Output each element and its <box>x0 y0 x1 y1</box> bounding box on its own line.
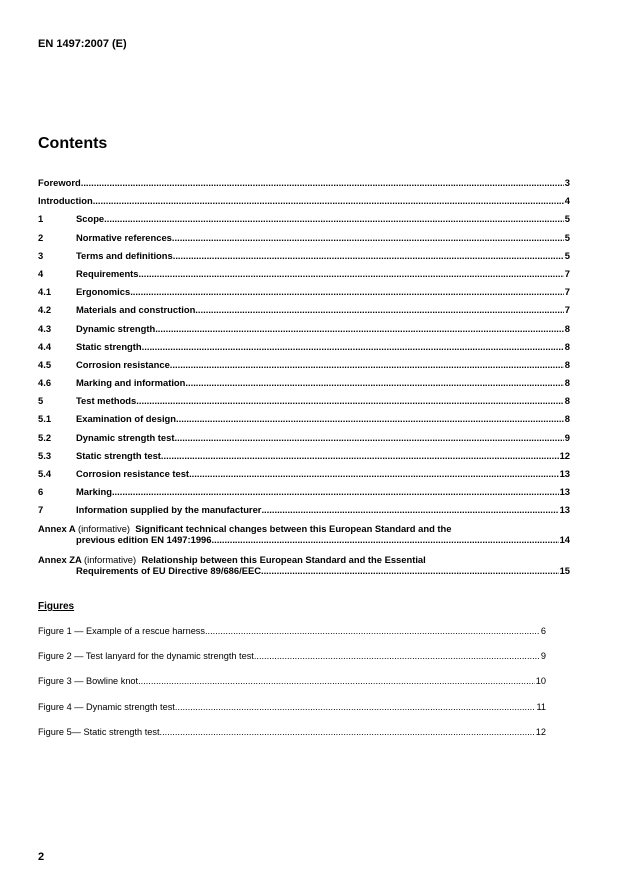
figure-label: Figure 4 — Dynamic strength test <box>38 701 175 712</box>
toc-page: 7 <box>564 304 570 316</box>
figure-page: 6 <box>540 626 546 636</box>
toc-entry-introduction[interactable] <box>38 193 570 211</box>
toc-page: 13 <box>559 468 570 479</box>
dot-leader <box>261 504 558 515</box>
toc-label: Test methods <box>76 395 137 407</box>
toc-label: Terms and definitions <box>76 249 173 261</box>
dot-leader <box>205 626 540 636</box>
dot-leader <box>104 213 564 224</box>
dot-leader <box>185 377 563 388</box>
dot-leader <box>155 323 564 334</box>
dot-leader <box>211 534 558 545</box>
annex-title-line2: previous edition EN 1497:1996 <box>76 533 212 545</box>
dot-leader <box>254 651 540 661</box>
dot-leader <box>81 177 564 188</box>
annex-title-line1: Relationship between this European Standard and the Essential <box>141 553 426 565</box>
annex-title-line2: Requirements of EU Directive 89/686/EEC <box>76 564 261 576</box>
toc-number: 4.6 <box>38 377 52 389</box>
document-id-header: EN 1497:2007 (E) <box>38 38 127 50</box>
toc-page: 9 <box>564 431 570 443</box>
figure-label: Figure 5— Static strength test <box>38 726 160 737</box>
toc-label: Static strength <box>76 340 142 352</box>
annex-type: (informative) <box>84 553 137 565</box>
toc-entry-dynamic-strength[interactable] <box>38 321 570 339</box>
dot-leader <box>136 395 564 406</box>
figure-entry-2[interactable] <box>38 650 546 675</box>
page-title: Contents <box>38 135 108 152</box>
toc-entry-ergonomics[interactable] <box>38 284 570 302</box>
toc-label: Ergonomics <box>76 286 131 298</box>
dot-leader <box>172 232 564 243</box>
toc-label: Marking <box>76 486 112 498</box>
figures-heading: Figures <box>38 601 75 612</box>
toc-label: Foreword <box>38 177 81 188</box>
toc-page: 7 <box>564 286 570 298</box>
annex-id: Annex A <box>38 522 76 534</box>
toc-label: Corrosion resistance <box>76 358 170 370</box>
toc-page: 4 <box>564 195 570 207</box>
toc-number: 4.4 <box>38 340 52 352</box>
annex-title-line1: Significant technical changes between this European Standard and the <box>135 522 452 534</box>
toc-page: 8 <box>564 340 570 352</box>
toc-label: Dynamic strength <box>76 322 156 334</box>
toc-number: 4.1 <box>38 286 52 298</box>
figure-entry-5[interactable] <box>38 726 546 751</box>
figure-entry-1[interactable] <box>38 625 546 650</box>
toc-page: 15 <box>559 564 570 576</box>
annex-id: Annex ZA <box>38 553 82 565</box>
dot-leader <box>189 468 559 479</box>
figure-label: Figure 2 — Test lanyard for the dynamic strength test <box>38 651 254 662</box>
toc-entry-static-strength[interactable] <box>38 339 570 357</box>
toc-label: Marking and information <box>76 377 186 389</box>
toc-number: 5.1 <box>38 413 52 425</box>
toc-label: Information supplied by the manufacturer <box>76 504 262 516</box>
toc-entry-corrosion-resistance-test[interactable] <box>38 466 570 484</box>
toc-number: 4 <box>38 267 44 279</box>
toc-number: 5.3 <box>38 449 52 461</box>
figure-label: Figure 3 — Bowline knot <box>38 676 139 687</box>
toc-number: 4.3 <box>38 322 52 334</box>
toc-number: 5.4 <box>38 468 52 479</box>
toc-label: Scope <box>76 213 105 225</box>
page-number: 2 <box>38 851 45 863</box>
toc-page: 7 <box>564 267 570 279</box>
toc-entry-requirements[interactable] <box>38 266 570 284</box>
figure-page: 11 <box>536 701 546 712</box>
toc-label: Normative references <box>76 231 172 243</box>
toc-entry-corrosion-resistance[interactable] <box>38 357 570 375</box>
toc-entry-annex-a[interactable] <box>38 521 570 552</box>
figure-page: 10 <box>535 676 546 687</box>
toc-entry-scope[interactable] <box>38 211 570 229</box>
toc-entry-static-strength-test[interactable] <box>38 448 570 466</box>
toc-number: 3 <box>38 249 44 261</box>
figure-entry-3[interactable] <box>38 675 546 700</box>
figure-entry-4[interactable] <box>38 701 546 726</box>
dot-leader <box>112 486 559 497</box>
dot-leader <box>160 727 535 737</box>
toc-entry-dynamic-strength-test[interactable] <box>38 430 570 448</box>
toc-label: Materials and construction <box>76 304 196 316</box>
toc-number: 4.5 <box>38 358 52 370</box>
dot-leader <box>130 286 564 297</box>
toc-entry-annex-za[interactable] <box>38 552 570 583</box>
dot-leader <box>142 341 564 352</box>
toc-number: 7 <box>38 504 44 516</box>
toc-entry-manufacturer-information[interactable] <box>38 502 570 520</box>
annex-type: (informative) <box>77 522 131 534</box>
dot-leader <box>261 565 559 576</box>
dot-leader <box>139 268 564 279</box>
toc-entry-materials[interactable] <box>38 302 570 320</box>
toc-number: 4.2 <box>38 304 52 316</box>
dot-leader <box>195 304 563 315</box>
toc-number: 2 <box>38 231 44 243</box>
toc-entry-test-methods[interactable] <box>38 393 570 411</box>
figure-page: 9 <box>540 651 546 662</box>
toc-page: 3 <box>564 177 570 188</box>
toc-number: 6 <box>38 486 44 498</box>
toc-label: Static strength test <box>76 449 161 461</box>
dot-leader <box>161 450 559 461</box>
list-of-figures <box>38 625 546 751</box>
dot-leader <box>175 702 536 712</box>
toc-entry-foreword[interactable] <box>38 175 570 193</box>
toc-page: 8 <box>564 413 570 425</box>
toc-number: 5 <box>38 395 44 407</box>
dot-leader <box>93 195 564 206</box>
toc-label: Examination of design <box>76 413 177 425</box>
toc-label: Requirements <box>76 267 139 279</box>
toc-page: 5 <box>564 249 570 261</box>
toc-entry-terms[interactable] <box>38 248 570 266</box>
toc-entry-normative-references[interactable] <box>38 230 570 248</box>
toc-entry-examination-of-design[interactable] <box>38 411 570 429</box>
dot-leader <box>138 676 535 686</box>
figure-page: 12 <box>535 726 546 737</box>
toc-page: 5 <box>564 231 570 243</box>
toc-page: 14 <box>559 533 570 545</box>
toc-page: 5 <box>564 213 570 225</box>
toc-page: 8 <box>564 358 570 370</box>
toc-entry-marking[interactable] <box>38 484 570 502</box>
figure-label: Figure 1 — Example of a rescue harness <box>38 626 205 636</box>
dot-leader <box>170 359 564 370</box>
toc-page: 8 <box>564 377 570 389</box>
toc-label: Dynamic strength test <box>76 431 175 443</box>
toc-page: 13 <box>559 504 570 516</box>
dot-leader <box>173 250 564 261</box>
toc-page: 8 <box>564 322 570 334</box>
toc-page: 12 <box>559 449 570 461</box>
toc-number: 1 <box>38 213 44 225</box>
dot-leader <box>176 413 564 424</box>
dot-leader <box>174 432 563 443</box>
toc-entry-marking-information[interactable] <box>38 375 570 393</box>
toc-label: Corrosion resistance test <box>76 468 190 479</box>
toc-number: 5.2 <box>38 431 52 443</box>
toc-label: Introduction <box>38 195 93 207</box>
toc-page: 13 <box>559 486 570 498</box>
toc-page: 8 <box>564 395 570 407</box>
table-of-contents <box>38 175 570 583</box>
